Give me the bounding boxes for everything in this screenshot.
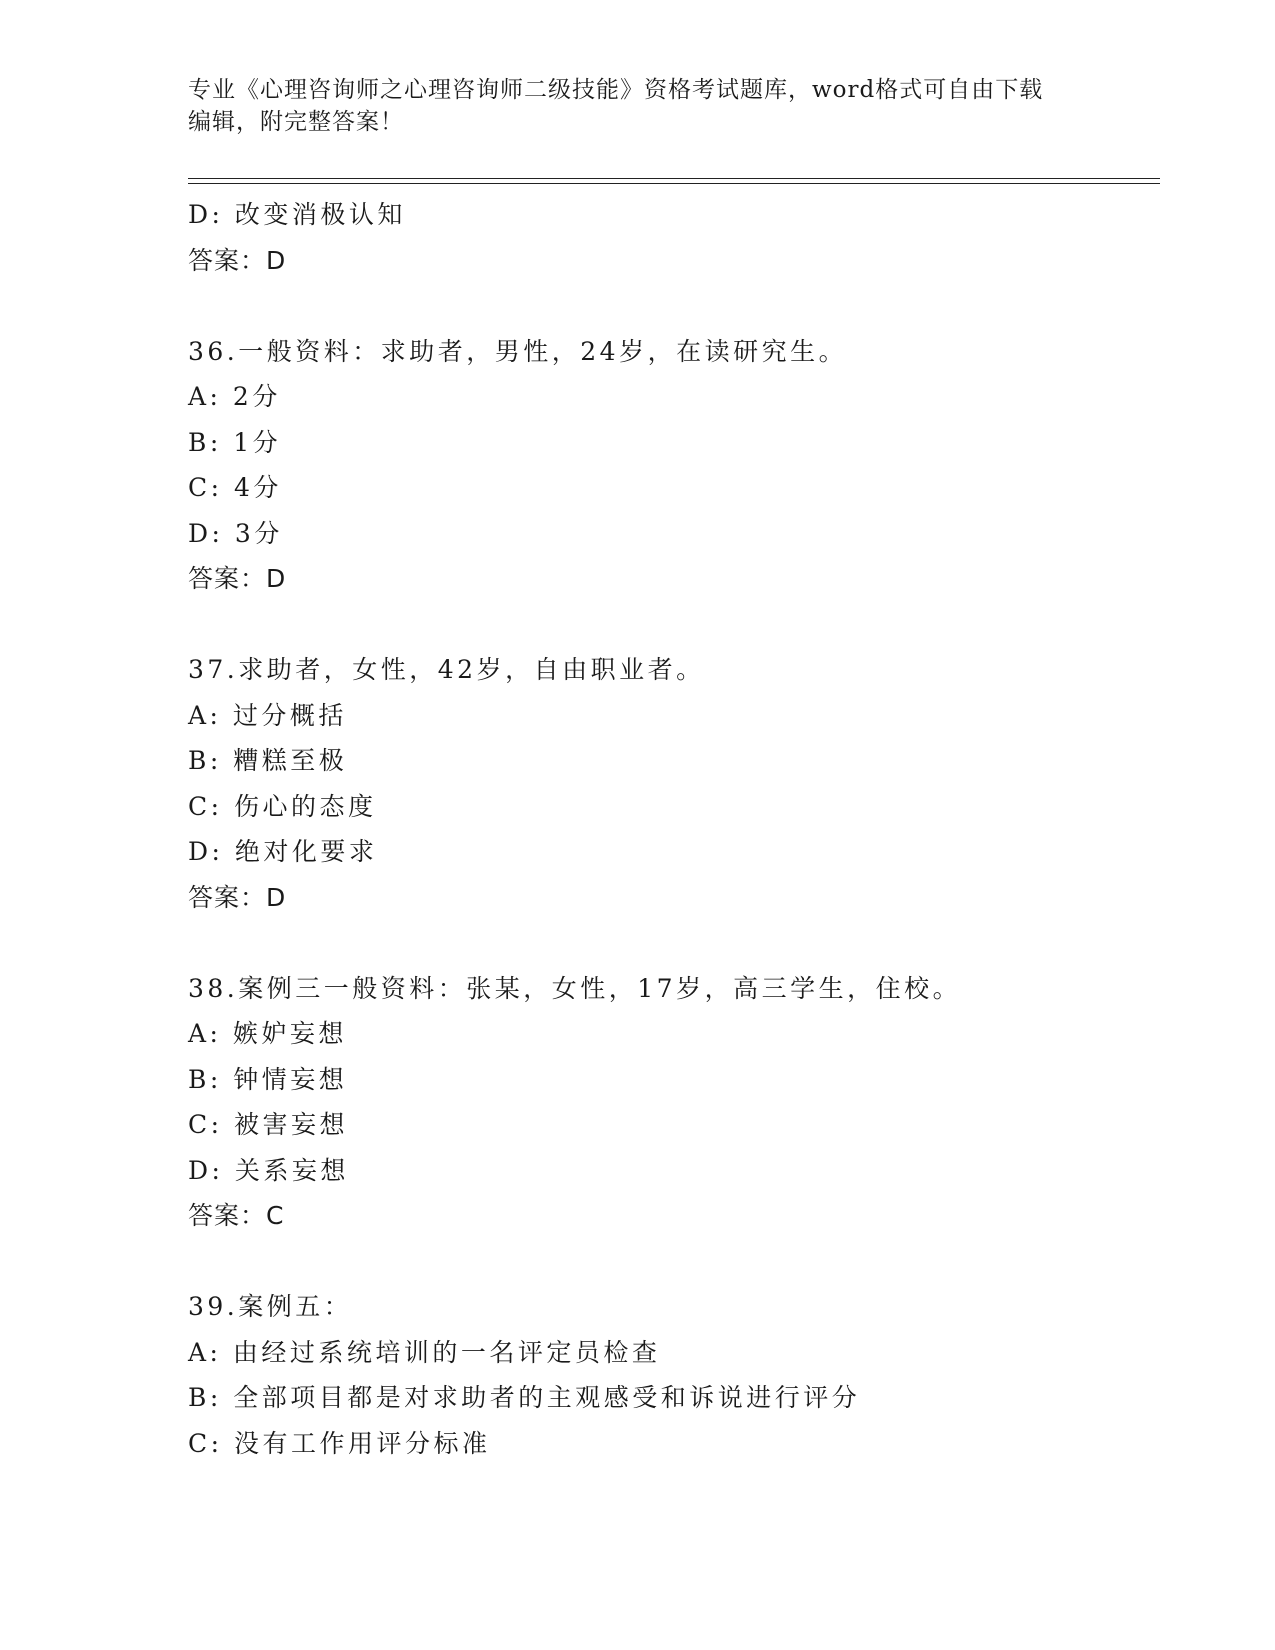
question-38-option-a: A: 嫉妒妄想	[188, 1019, 347, 1048]
document-header	[188, 74, 1088, 138]
question-38-option-d: D: 关系妄想	[188, 1155, 349, 1185]
header-divider-bottom	[188, 183, 1160, 184]
question-39-option-a: A: 由经过系统培训的一名评定员检查	[188, 1337, 661, 1367]
header-line-1: 专业《心理咨询师之心理咨询师二级技能》资格考试题库，word格式可自由下载	[188, 77, 1044, 103]
question-37-answer: 答案：D	[188, 882, 287, 912]
question-38-option-c: C: 被害妄想	[188, 1110, 348, 1139]
question-36-option-c: C: 4分	[188, 473, 282, 502]
question-36-stem: 36.一般资料：求助者，男性，24岁，在读研究生。	[188, 336, 848, 366]
question-36-answer: 答案：D	[188, 564, 287, 593]
question-37-option-b: B: 糟糕至极	[188, 746, 348, 775]
prev-option-d: D: 改变消极认知	[188, 200, 406, 229]
question-36-option-b: B: 1分	[188, 427, 282, 457]
question-37-option-a: A: 过分概括	[188, 700, 347, 730]
question-39-stem: 39.案例五：	[188, 1292, 353, 1321]
spacer	[188, 602, 1188, 648]
prev-answer: 答案：D	[188, 245, 287, 275]
header-divider-top	[188, 178, 1160, 179]
question-39-option-c: C: 没有工作用评分标准	[188, 1428, 491, 1458]
header-line-2: 编辑，附完整答案！	[188, 109, 404, 135]
spacer	[188, 283, 1188, 329]
spacer	[188, 1239, 1188, 1285]
question-38-option-b: B: 钟情妄想	[188, 1064, 348, 1094]
spacer	[188, 920, 1188, 966]
question-list	[188, 192, 1188, 1466]
question-37-option-c: C: 伤心的态度	[188, 791, 377, 821]
question-36-option-a: A: 2分	[188, 382, 281, 411]
question-37-stem: 37.求助者，女性，42岁，自由职业者。	[188, 655, 705, 684]
question-38-answer: 答案：C	[188, 1201, 285, 1230]
question-37-option-d: D: 绝对化要求	[188, 837, 378, 866]
question-39-option-b: B: 全部项目都是对求助者的主观感受和诉说进行评分	[188, 1383, 861, 1412]
question-38-stem: 38.案例三一般资料：张某，女性，17岁，高三学生，住校。	[188, 973, 962, 1003]
question-36-option-d: D: 3分	[188, 518, 283, 548]
